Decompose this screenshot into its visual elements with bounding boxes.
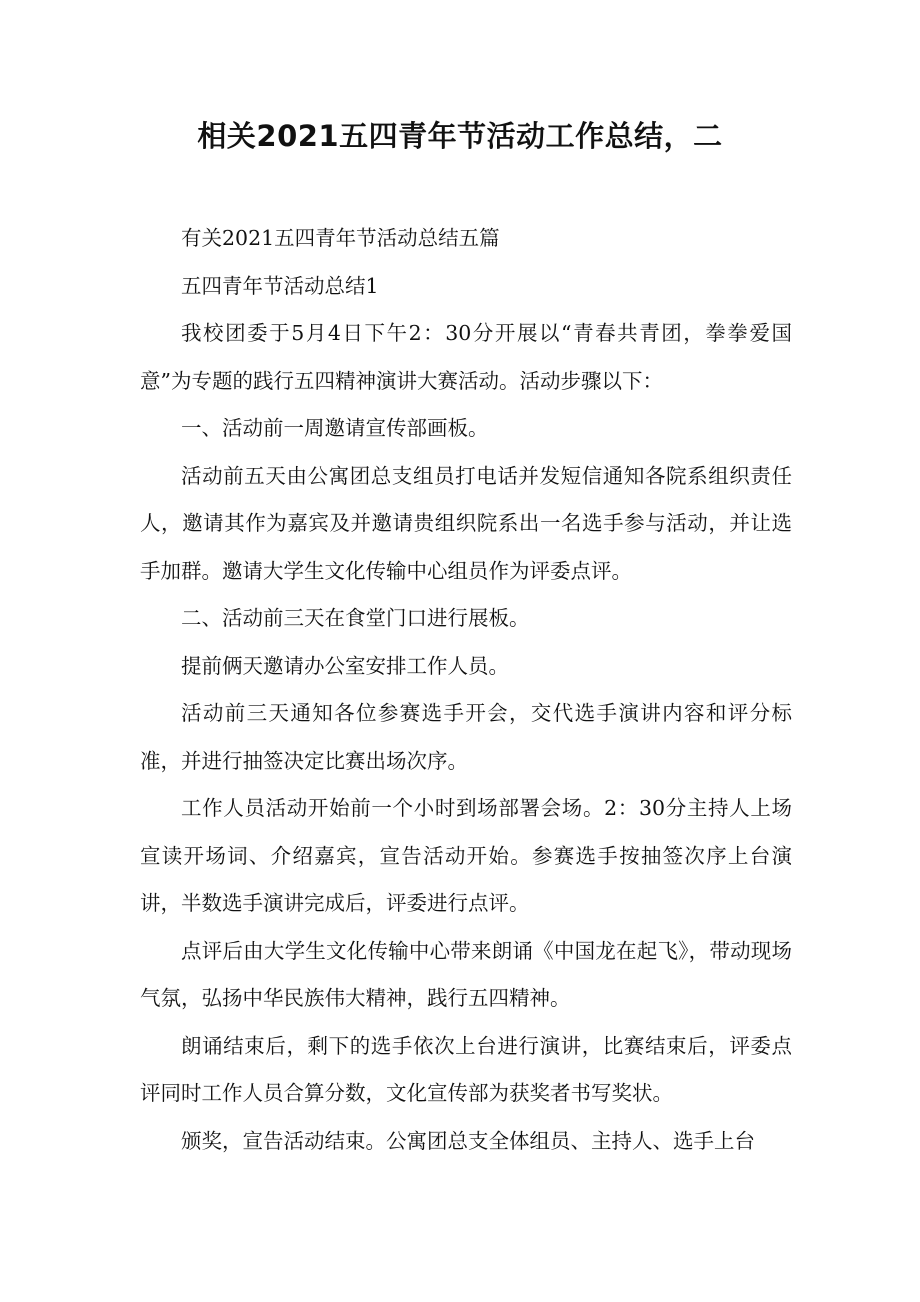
paragraph: 工作人员活动开始前一个小时到场部署会场。2：30分主持人上场宣读开场词、介绍嘉宾，宣告活动开始。参赛选手按抽签次序上台演讲，半数选手演讲完成后，评委进行点评。 [140,796,792,915]
paragraph: 朗诵结束后，剩下的选手依次上台进行演讲，比赛结束后，评委点评同时工作人员合算分数，文化宣传部为获奖者书写奖状。 [140,1033,792,1105]
paragraph: 活动前五天由公寓团总支组员打电话并发短信通知各院系组织责任人，邀请其作为嘉宾及并邀请贵组织院系出一名选手参与活动，并让选手加群。邀请大学生文化传输中心组员作为评委点评。 [140,463,792,583]
paragraph: 五四青年节活动总结1 [181,273,379,298]
document-title: 相关2021五四青年节活动工作总结，二 [197,119,723,153]
paragraph: 点评后由大学生文化传输中心带来朗诵《中国龙在起飞》，带动现场气氛，弘扬中华民族伟大精神，践行五四精神。 [140,938,792,1010]
document-body [140,215,792,1165]
paragraph: 活动前三天通知各位参赛选手开会，交代选手演讲内容和评分标准，并进行抽签决定比赛出场次序。 [140,701,792,773]
paragraph: 一、活动前一周邀请宣传部画板。 [181,416,489,440]
paragraph: 颁奖，宣告活动结束。公寓团总支全体组员、主持人、选手上台 [181,1128,755,1153]
paragraph: 我校团委于5月4日下午2：30分开展以“青春共青团，拳拳爱国意”为专题的践行五四精神演讲大赛活动。活动步骤以下： [140,321,792,393]
paragraph: 有关2021五四青年节活动总结五篇 [181,226,500,250]
paragraph: 二、活动前三天在食堂门口进行展板。 [181,606,530,630]
paragraph: 提前俩天邀请办公室安排工作人员。 [181,653,509,678]
